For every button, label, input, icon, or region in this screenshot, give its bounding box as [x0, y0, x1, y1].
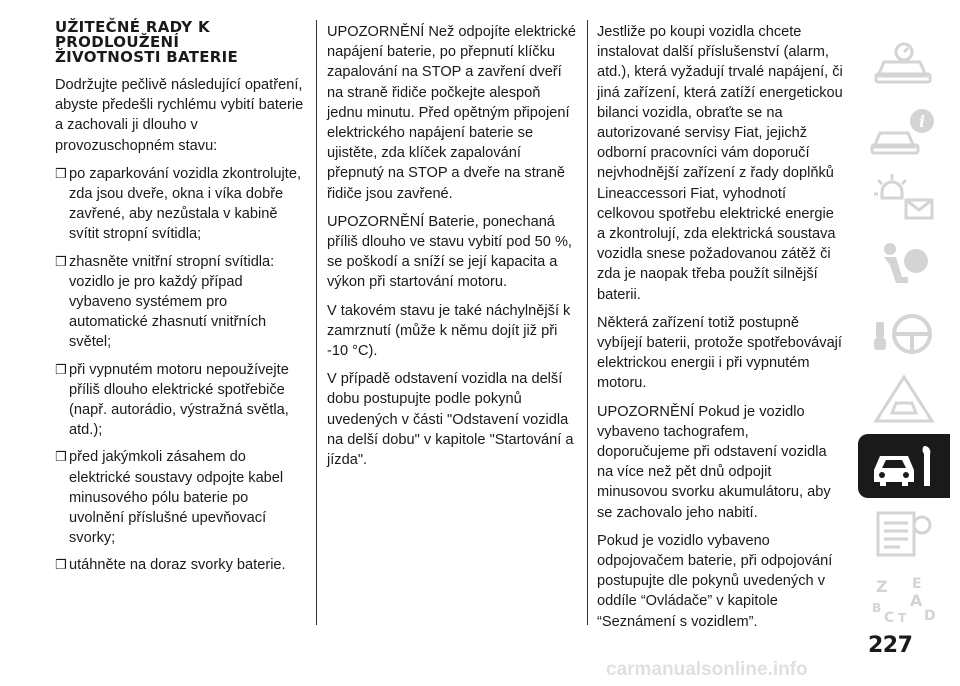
checkbox-bullet-icon: ❒	[55, 449, 67, 465]
list-item-text: utáhněte na doraz svorky baterie.	[69, 557, 286, 574]
column-1	[55, 20, 307, 583]
intro-paragraph: Dodržujte pečlivě následující opatření, abyste předešli rychlému vybití baterie a zachovali ji dlouho v provozuschopném stavu:	[55, 77, 304, 154]
tab-index[interactable]	[858, 568, 950, 632]
chapter-sidebar	[858, 32, 950, 635]
warning-paragraph: UPOZORNĚNÍ Baterie, ponechaná příliš dlouho ve stavu vybití pod 50 %, se poškodí a sníží se její kapacita a výkon při startování motoru.	[327, 213, 572, 291]
checkbox-bullet-icon: ❒	[55, 253, 67, 269]
tab-dashboard[interactable]	[858, 32, 950, 96]
warning-paragraph: UPOZORNĚNÍ Pokud je vozidlo vybaveno tachografem, doporučujeme při odstavení vozidla na více než pět dnů odpojit minusovou svorku akumulátoru, aby se zachovalo jeho nabití.	[597, 403, 831, 521]
checkbox-bullet-icon: ❒	[55, 361, 67, 377]
car-dashboard-icon	[868, 38, 940, 90]
car-maintenance-icon	[868, 440, 940, 492]
body-paragraph: Některá zařízení totiž postupně vybíjejí baterii, protože spotřebovávají elektrickou energii i při vypnutém motoru.	[597, 314, 842, 392]
list-item	[55, 164, 307, 245]
tab-emergency[interactable]	[858, 367, 950, 431]
list-item-text: při vypnutém motoru nepoužívejte příliš dlouho elektrické spotřebiče (např. autorádio, výstražná světla, atd.);	[69, 361, 289, 439]
index-letter: C	[884, 610, 895, 626]
heading-line-3: ŽIVOTNOSTI BATERIE	[55, 48, 239, 66]
heading-line-2: PRODLOUŽENÍ	[55, 33, 180, 51]
body-paragraph: Jestliže po koupi vozidla chcete instalovat další příslušenství (alarm, atd.), která vyžadují trvalé napájení, či jiná zařízení, která zatíží energetickou bilanci vozidla, obraťte se na autorizované servisy Fiat, jejichž odborní pracovníci vám doporučí nejvhodnější zařízení z řady doplňků Lineaccessori Fiat, vyhodnotí celkovou spotřebu elektrické energie a zkontrolují, zda elektrická soustava vozidla snese požadovanou zátěž či zda je naopak třeba použít silnější baterii.	[597, 24, 843, 303]
index-letter: E	[912, 576, 922, 592]
column-divider	[316, 20, 317, 625]
column-3	[597, 22, 845, 640]
svg-text:i: i	[918, 112, 926, 131]
warning-lights-icon	[868, 172, 940, 224]
list-item	[55, 555, 307, 575]
list-item-text: po zaparkování vozidla zkontrolujte, zda jsou dveře, okna i víka dobře zavřené, aby nezůstala v kabině svítit stropní svítidla;	[69, 165, 302, 243]
heading-line-1: UŽITEČNÉ RADY K	[55, 18, 210, 36]
index-letter: A	[910, 591, 923, 610]
index-letter: D	[924, 608, 936, 624]
checkbox-bullet-icon: ❒	[55, 165, 67, 181]
body-paragraph: V případě odstavení vozidla na delší dobu postupujte podle pokynů uvedených v části "Odstavení vozidla na delší dobu" v kapitole "Startování a jízda".	[327, 371, 574, 469]
body-paragraph: Pokud je vozidlo vybaveno odpojovačem baterie, při odpojování postupujte dle pokynů uvedených v oddíle “Ovládače” v kapitole “Seznámení s vozidlem”.	[597, 532, 833, 630]
watermark-text: carmanualsonline.info	[606, 659, 808, 680]
tab-info[interactable]	[858, 99, 950, 163]
index-letter: Z	[876, 577, 888, 596]
column-divider	[587, 20, 588, 625]
column-2	[327, 22, 579, 478]
section-heading	[55, 20, 307, 65]
index-letter: B	[872, 601, 882, 615]
tab-starting-driving[interactable]	[858, 300, 950, 364]
car-info-icon	[868, 105, 940, 157]
list-item	[55, 360, 307, 441]
list-item-text: zhasněte vnitřní stropní svítidla: vozidlo je pro každý případ vybaveno systémem pro automatické zhasnutí vnitřních světel;	[69, 253, 275, 351]
list-item-text: před jakýmkoli zásahem do elektrické soustavy odpojte kabel minusového pólu baterie po uvolnění příslušné upevňovací svorky;	[69, 449, 284, 547]
steering-wheel-icon	[868, 306, 940, 358]
emergency-icon	[868, 373, 940, 425]
technical-data-icon	[868, 507, 940, 559]
list-item	[55, 252, 307, 353]
index-letter: T	[898, 611, 907, 625]
alphabetical-index-icon	[868, 574, 940, 626]
list-item	[55, 447, 307, 548]
page-number: 227	[868, 633, 913, 658]
tab-safety[interactable]	[858, 233, 950, 297]
tab-warning-lights[interactable]	[858, 166, 950, 230]
tab-maintenance[interactable]	[858, 434, 950, 498]
tab-technical-data[interactable]	[858, 501, 950, 565]
warning-paragraph: UPOZORNĚNÍ Než odpojíte elektrické napájení baterie, po přepnutí klíčku zapalování na STOP a zavření dveří na straně řidiče počkejte alespoň jednu minutu. Před opětným připojení elektrického napájení baterie se ujistěte, zda klíček zapalování přepnutý na STOP a dveře na straně řidiče jsou zavřené.	[327, 24, 576, 202]
body-paragraph: V takovém stavu je také náchylnější k zamrznutí (může k němu dojít již při -10 °C).	[327, 302, 571, 360]
airbag-icon	[868, 239, 940, 291]
checkbox-bullet-icon: ❒	[55, 557, 67, 573]
